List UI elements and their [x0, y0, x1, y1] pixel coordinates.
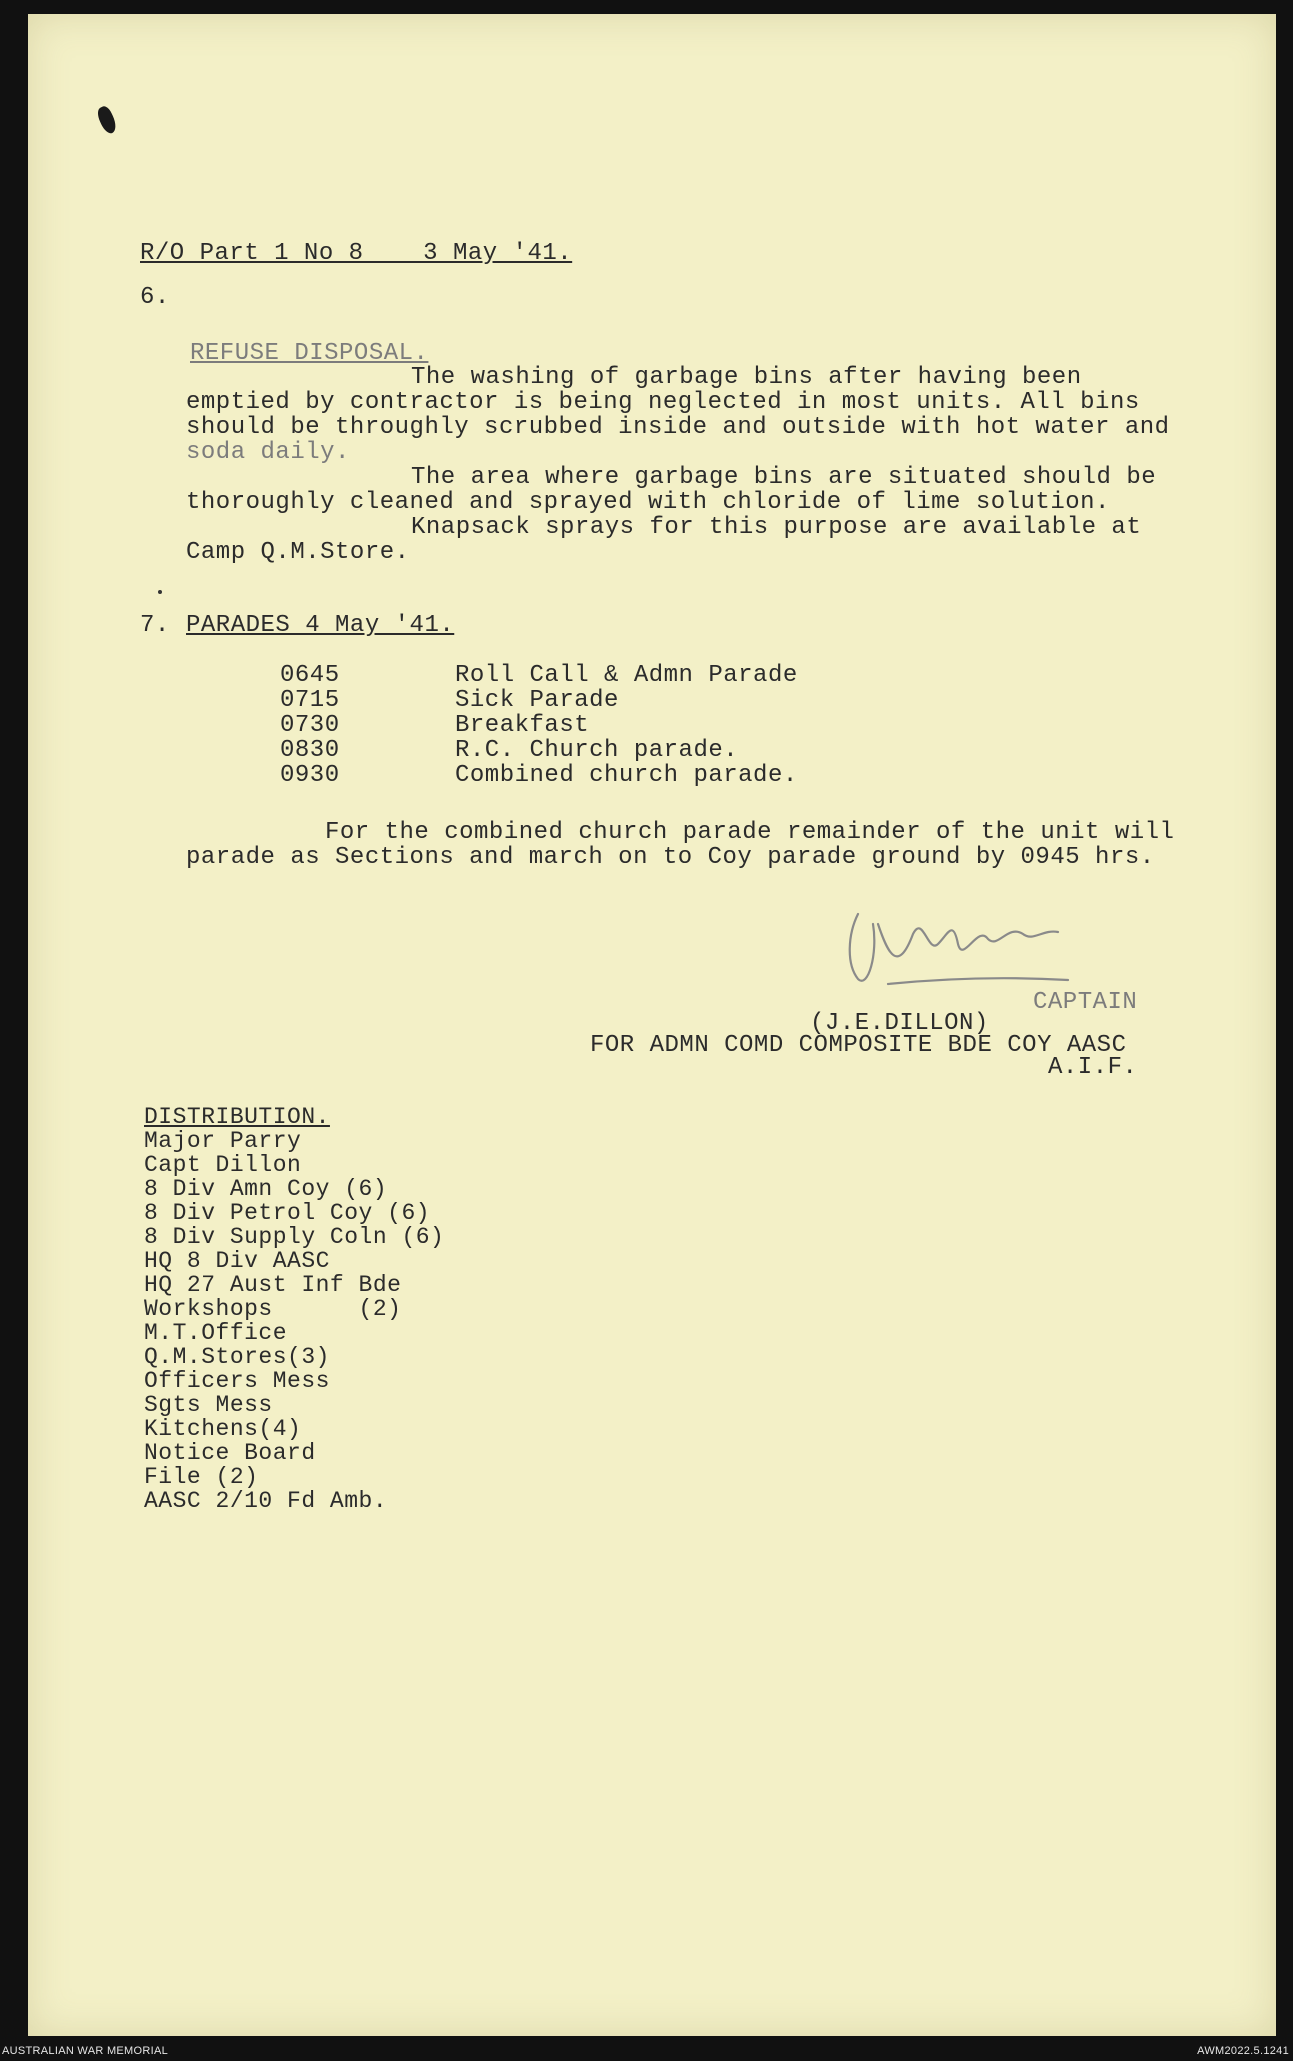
schedule-event: Roll Call & Admn Parade [455, 662, 798, 689]
distribution-item: 8 Div Supply Coln (6) [144, 1224, 445, 1250]
distribution-item: Major Parry [144, 1128, 302, 1154]
distribution-item: M.T.Office [144, 1320, 288, 1346]
distribution-item: Q.M.Stores(3) [144, 1344, 330, 1370]
distribution-title: DISTRIBUTION. [144, 1104, 330, 1130]
schedule-time: 0930 [280, 762, 340, 789]
para7-title: PARADES 4 May '41. [186, 612, 455, 639]
distribution-item: Sgts Mess [144, 1392, 273, 1418]
schedule-event: Sick Parade [455, 687, 619, 714]
signatory-name: (J.E.DILLON) [810, 1010, 989, 1037]
footer-accession-number: AWM2022.5.1241 [1197, 2045, 1289, 2057]
para6-line: Knapsack sprays for this purpose are available at [411, 514, 1142, 541]
distribution-item: Workshops (2) [144, 1296, 402, 1322]
parade-note-line: For the combined church parade remainder of the unit will [325, 819, 1175, 846]
para7-number: 7. [140, 612, 170, 639]
para6-line: thoroughly cleaned and sprayed with chloride of lime solution. [186, 489, 1110, 516]
distribution-item: Notice Board [144, 1440, 316, 1466]
distribution-item: Capt Dillon [144, 1152, 302, 1178]
schedule-time: 0645 [280, 662, 340, 689]
distribution-item: Officers Mess [144, 1368, 330, 1394]
footer-credit: AUSTRALIAN WAR MEMORIAL [2, 2045, 169, 2057]
document-page [28, 14, 1276, 2036]
schedule-time: 0830 [280, 737, 340, 764]
signatory-authority: FOR ADMN COMD COMPOSITE BDE COY AASC [590, 1032, 1127, 1059]
para6-line: The washing of garbage bins after having been [411, 364, 1082, 391]
schedule-event: Combined church parade. [455, 762, 798, 789]
para6-number: 6. [140, 284, 170, 311]
schedule-time: 0715 [280, 687, 340, 714]
schedule-event: R.C. Church parade. [455, 737, 739, 764]
para6-line: Camp Q.M.Store. [186, 539, 410, 566]
ink-mark [95, 104, 120, 135]
signatory-rank: CAPTAIN [1033, 989, 1138, 1016]
document-body [28, 14, 1276, 2036]
para6-title: REFUSE DISPOSAL. [190, 340, 429, 367]
signatory-unit: A.I.F. [1048, 1054, 1138, 1081]
distribution-item: 8 Div Petrol Coy (6) [144, 1200, 431, 1226]
distribution-item: AASC 2/10 Fd Amb. [144, 1488, 388, 1514]
distribution-item: Kitchens(4) [144, 1416, 302, 1442]
para6-line: soda daily. [186, 439, 350, 466]
handwritten-signature [828, 894, 1128, 1004]
stray-dot [158, 590, 162, 594]
para6-line: The area where garbage bins are situated should be [411, 464, 1157, 491]
parade-note-line: parade as Sections and march on to Coy parade ground by 0945 hrs. [186, 844, 1155, 871]
distribution-item: HQ 27 Aust Inf Bde [144, 1272, 402, 1298]
schedule-time: 0730 [280, 712, 340, 739]
para6-line: emptied by contractor is being neglected in most units. All bins [186, 389, 1140, 416]
distribution-item: File (2) [144, 1464, 259, 1490]
schedule-event: Breakfast [455, 712, 590, 739]
routine-order-header: R/O Part 1 No 8 3 May '41. [140, 240, 573, 267]
distribution-item: HQ 8 Div AASC [144, 1248, 330, 1274]
distribution-item: 8 Div Amn Coy (6) [144, 1176, 388, 1202]
para6-line: should be throughly scrubbed inside and outside with hot water and [186, 414, 1170, 441]
